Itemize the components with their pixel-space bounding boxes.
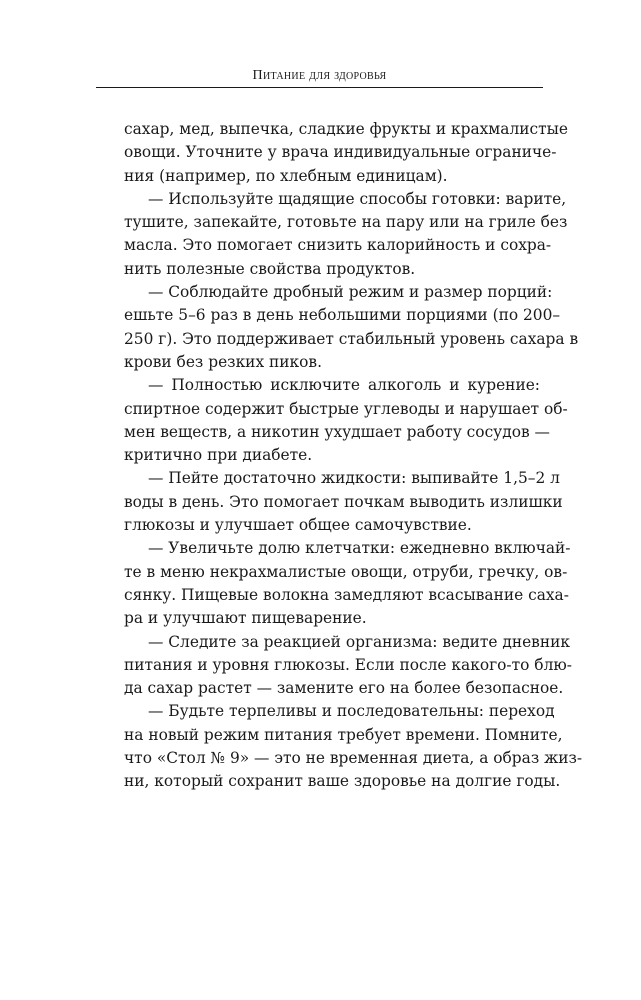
text-line: — Соблюдайте дробный режим и размер порций: xyxy=(148,283,553,302)
text-line: — Следите за реакцией организма: ведите дневник xyxy=(148,632,570,651)
text-line: что «Стол № 9» — это не временная диета, а образ жиз- xyxy=(124,749,583,768)
text-line: воды в день. Это помогает почкам выводить излишки xyxy=(124,492,563,511)
text-line: — Используйте щадящие способы готовки: варите, xyxy=(148,189,567,208)
text-line: питания и уровня глюкозы. Если после какого-то блю- xyxy=(124,655,572,674)
running-title: Питание для здоровья xyxy=(252,68,387,83)
text-line: — Будьте терпеливы и последовательны: переход xyxy=(148,702,555,721)
text-line: овощи. Уточните у врача индивидуальные ограниче- xyxy=(124,143,557,162)
text-line: ни, который сохранит ваше здоровье на долгие годы. xyxy=(124,772,561,791)
text-line: крови без резких пиков. xyxy=(124,352,322,371)
text-line: мен веществ, а никотин ухудшает работу сосудов — xyxy=(124,422,550,441)
body-text xyxy=(124,118,583,794)
text-line: масла. Это помогает снизить калорийность и сохра- xyxy=(124,236,552,255)
text-line: тушите, запекайте, готовьте на пару или на гриле без xyxy=(124,213,568,232)
text-line: ра и улучшают пищеварение. xyxy=(124,609,367,628)
text-line: те в меню некрахмалистые овощи, отруби, гречку, ов- xyxy=(124,562,568,581)
text-line: — Увеличьте долю клетчатки: ежедневно включай- xyxy=(148,539,571,558)
text-line: ешьте 5–6 раз в день небольшими порциями (по 200– xyxy=(124,306,561,325)
text-line: нить полезные свойства продуктов. xyxy=(124,259,416,278)
text-line: — Полностью исключите алкоголь и курение: xyxy=(148,376,540,395)
text-line: сахар, мед, выпечка, сладкие фрукты и крахмалистые xyxy=(124,120,568,138)
text-line: — Пейте достаточно жидкости: выпивайте 1,5–2 л xyxy=(148,469,560,488)
text-line: да сахар растет — замените его на более безопасное. xyxy=(124,679,564,698)
text-line: спиртное содержит быстрые углеводы и нарушает об- xyxy=(124,399,568,418)
text-line: сянку. Пищевые волокна замедляют всасывание саха- xyxy=(124,585,569,604)
text-line: критично при диабете. xyxy=(124,446,313,465)
text-line: глюкозы и улучшает общее самочувствие. xyxy=(124,516,472,535)
text-line: на новый режим питания требует времени. Помните, xyxy=(124,725,563,744)
text-line: ния (например, по хлебным единицам). xyxy=(124,166,448,185)
text-line: 250 г). Это поддерживает стабильный уровень сахара в xyxy=(124,329,579,348)
header-rule xyxy=(96,87,543,88)
